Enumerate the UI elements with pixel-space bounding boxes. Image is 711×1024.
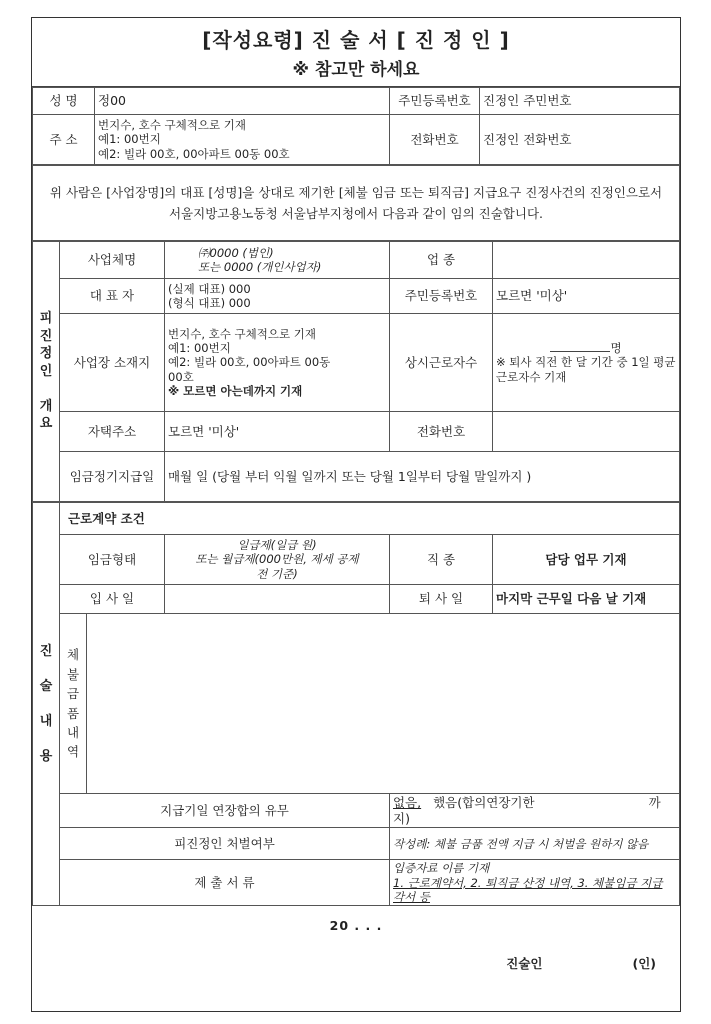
form-title — [32, 18, 680, 87]
respondent-table — [32, 241, 680, 502]
quit-value[interactable]: 마지막 근무일 다음 날 기재 — [493, 585, 680, 614]
extension-value[interactable] — [390, 794, 680, 828]
biz-name-line: ㈜0000 (법인) — [198, 245, 274, 260]
biz-name-line: 또는 0000 (개인사업자) — [198, 260, 322, 274]
hire-label: 입 사 일 — [60, 585, 165, 614]
hire-value[interactable] — [165, 585, 390, 614]
location-line: 00호 — [168, 369, 194, 384]
payday-label: 임금정기지급일 — [60, 452, 165, 502]
signer-label: 진술인 — [506, 956, 543, 972]
workers-unit: 명 — [496, 341, 676, 355]
job-value[interactable]: 담당 업무 기재 — [493, 535, 680, 585]
biz-name-label: 사업체명 — [60, 242, 165, 279]
wage-type-line: 전 기준) — [256, 566, 298, 581]
phone-value[interactable]: 진정인 전화번호 — [480, 115, 680, 165]
location-line: 예2: 빌라 00호, 00아파트 00동 — [168, 355, 331, 370]
address-label: 주 소 — [33, 115, 95, 165]
rrn-value[interactable]: 진정인 주민번호 — [480, 88, 680, 115]
wage-type-line: 일급제(일급 원) — [237, 537, 317, 552]
address-value[interactable] — [95, 115, 390, 165]
name-label: 성 명 — [33, 88, 95, 115]
contents-section-label: 진 술 내 용 — [33, 503, 60, 906]
address-line: 예1: 00번지 — [98, 132, 161, 147]
name-value[interactable]: 정00 — [95, 88, 390, 115]
workers-note: ※ 퇴사 직전 한 달 기간 중 1일 평균 근로자수 기재 — [496, 355, 676, 384]
title-main: [작성요령] 진 술 서 [ 진 정 인 ] — [202, 28, 510, 52]
docs-line: 입증자료 이름 기재 — [393, 861, 490, 876]
unpaid-value[interactable] — [87, 614, 680, 794]
address-line: 번지수, 호수 구체적으로 기재 — [98, 117, 246, 132]
industry-value[interactable] — [493, 242, 680, 279]
address-line: 예2: 빌라 00호, 00아파트 00동 00호 — [98, 146, 290, 161]
docs-line: 1. 근로계약서, 2. 퇴직금 산정 내역, 3. 체불임금 지급 각서 등 — [393, 875, 663, 904]
contract-header: 근로계약 조건 — [60, 503, 680, 535]
wage-type-value[interactable] — [165, 535, 390, 585]
location-line: 번지수, 호수 구체적으로 기재 — [168, 326, 316, 341]
seal-mark[interactable]: (인) — [632, 956, 656, 972]
date-line[interactable]: 20 . . . — [329, 918, 383, 934]
unpaid-label: 체 불 금 품 내 역 — [60, 614, 87, 794]
extension-label: 지급기일 연장합의 유무 — [60, 794, 390, 828]
form-footer — [32, 906, 680, 982]
respondent-section-label: 피 진 정 인 개 요 — [33, 242, 60, 502]
location-value[interactable] — [165, 314, 390, 412]
home-phone-value[interactable] — [493, 412, 680, 452]
extension-no[interactable]: 없음, — [393, 795, 422, 810]
payday-value[interactable]: 매월 일 (당월 부터 익월 일까지 또는 당월 1일부터 당월 말일까지 ) — [165, 452, 680, 502]
rep-rrn-label: 주민등록번호 — [390, 279, 493, 314]
docs-value[interactable] — [390, 860, 680, 906]
workers-label: 상시근로자수 — [390, 314, 493, 412]
location-note: ※ 모르면 아는데까지 기재 — [168, 384, 303, 399]
extension-until: 까지) — [393, 795, 661, 826]
phone-label: 전화번호 — [390, 115, 480, 165]
signature-line — [506, 954, 656, 972]
title-sub: ※ 참고만 하세요 — [292, 60, 420, 80]
rep-label: 대 표 자 — [60, 279, 165, 314]
punish-value[interactable]: 작성례: 체불 금품 전액 지급 시 처벌을 원하지 않음 — [390, 828, 680, 860]
wage-type-label: 임금형태 — [60, 535, 165, 585]
contents-table — [32, 502, 680, 906]
location-line: 예1: 00번지 — [168, 340, 231, 355]
statement-table — [32, 165, 680, 241]
workers-value[interactable] — [493, 314, 680, 412]
punish-label: 피진정인 처벌여부 — [60, 828, 390, 860]
rep-value[interactable] — [165, 279, 390, 314]
docs-label: 제 출 서 류 — [60, 860, 390, 906]
home-value[interactable]: 모르면 '미상' — [165, 412, 390, 452]
home-phone-label: 전화번호 — [390, 412, 493, 452]
rrn-label: 주민등록번호 — [390, 88, 480, 115]
wage-type-line: 또는 월급제(000만원, 제세 공제 — [195, 552, 359, 567]
job-label: 직 종 — [390, 535, 493, 585]
rep-line: (실제 대표) 000 — [168, 281, 251, 296]
statement-text: 위 사람은 [사업장명]의 대표 [성명]을 상대로 제기한 [체불 임금 또는 퇴직금] 지급요구 진정사건의 진정인으로서 서울지방고용노동청 서울남부지청에서 다음과 같이 임의 진술합니다. — [33, 166, 680, 241]
quit-label: 퇴 사 일 — [390, 585, 493, 614]
industry-label: 업 종 — [390, 242, 493, 279]
home-label: 자택주소 — [60, 412, 165, 452]
biz-name-value[interactable] — [165, 242, 390, 279]
rep-line: (형식 대표) 000 — [168, 296, 251, 310]
rep-rrn-value[interactable]: 모르면 '미상' — [493, 279, 680, 314]
statement-form — [31, 17, 681, 1012]
extension-yes[interactable]: 했음(합의연장기한 — [433, 795, 535, 810]
personal-info-table — [32, 87, 680, 165]
location-label: 사업장 소재지 — [60, 314, 165, 412]
